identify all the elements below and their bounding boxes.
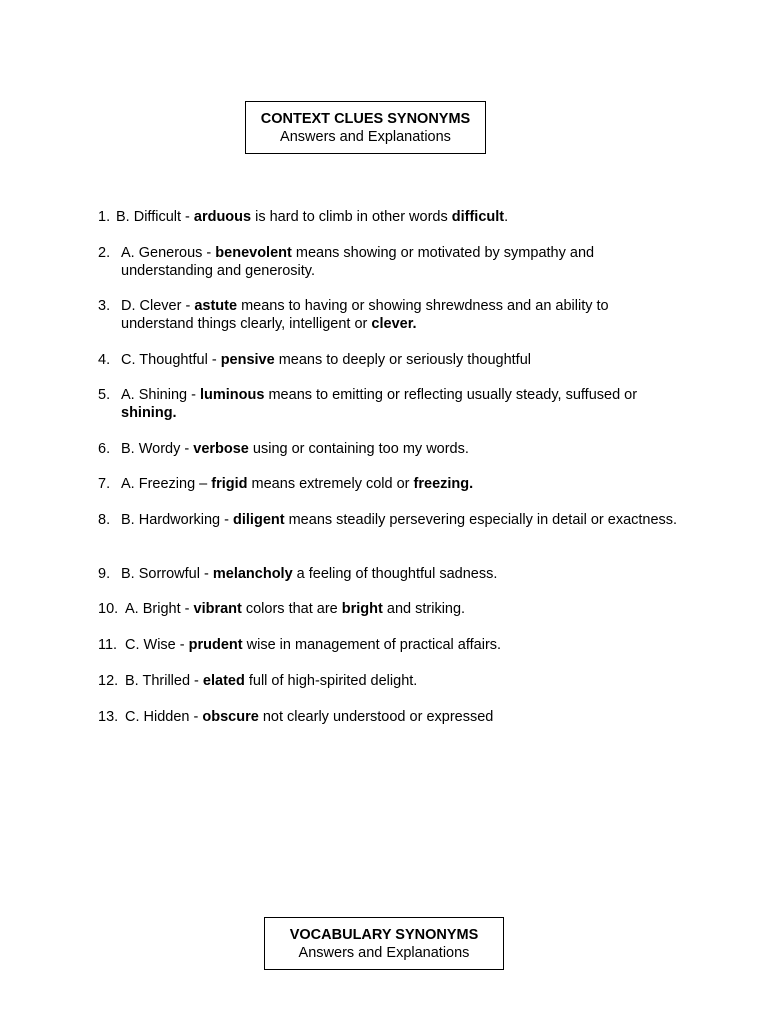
vocabulary-title-box	[264, 917, 504, 970]
list-item	[98, 440, 678, 458]
item-text: B. Difficult - arduous is hard to climb in other words difficult.	[116, 209, 509, 225]
list-item	[98, 511, 678, 529]
list-item	[98, 565, 678, 583]
item-text: B. Thrilled - elated full of high-spirited delight.	[125, 673, 418, 689]
item-text: C. Thoughtful - pensive means to deeply or seriously thoughtful	[121, 352, 532, 368]
list-item	[98, 386, 678, 422]
list-item	[98, 708, 678, 726]
item-number: 6.	[98, 441, 111, 457]
section-subtitle: Answers and Explanations	[280, 129, 451, 145]
list-item	[98, 600, 678, 618]
item-number: 4.	[98, 352, 111, 368]
list-item	[98, 636, 678, 654]
item-number: 12.	[98, 673, 119, 689]
item-number: 9.	[98, 566, 111, 582]
item-number: 13.	[98, 709, 119, 725]
list-item	[98, 244, 678, 280]
item-text: A. Freezing – frigid means extremely cold or freezing.	[121, 476, 474, 492]
list-item	[98, 475, 678, 493]
item-text: C. Hidden - obscure not clearly understood or expressed	[125, 709, 494, 725]
section-title: CONTEXT CLUES SYNONYMS	[260, 111, 471, 127]
section-subtitle: Answers and Explanations	[298, 945, 470, 961]
item-number: 7.	[98, 476, 111, 492]
item-text: B. Wordy - verbose using or containing too my words.	[121, 441, 469, 457]
item-text: A. Generous - benevolent means showing or motivated by sympathy and understanding and generosity.	[121, 245, 595, 279]
item-number: 5.	[98, 387, 111, 403]
context-clues-title-box	[245, 101, 486, 154]
item-number: 8.	[98, 512, 111, 528]
list-item	[98, 297, 678, 333]
item-text: B. Sorrowful - melancholy a feeling of thoughtful sadness.	[121, 566, 498, 582]
list-item	[98, 208, 678, 226]
item-number: 10.	[98, 601, 119, 617]
item-text: A. Bright - vibrant colors that are bright and striking.	[125, 601, 466, 617]
list-item	[98, 351, 678, 369]
list-item	[98, 672, 678, 690]
section-title: VOCABULARY SYNONYMS	[289, 927, 479, 943]
item-number: 1.	[98, 209, 111, 225]
item-text: B. Hardworking - diligent means steadily persevering especially in detail or exactness.	[121, 512, 678, 528]
item-number: 2.	[98, 245, 111, 261]
item-number: 3.	[98, 298, 111, 314]
item-text: D. Clever - astute means to having or showing shrewdness and an ability to understand things clearly, intelligent or clever.	[121, 298, 609, 332]
item-text: C. Wise - prudent wise in management of practical affairs.	[125, 637, 502, 653]
item-number: 11.	[98, 637, 118, 653]
item-text: A. Shining - luminous means to emitting or reflecting usually steady, suffused or shining.	[121, 387, 638, 421]
